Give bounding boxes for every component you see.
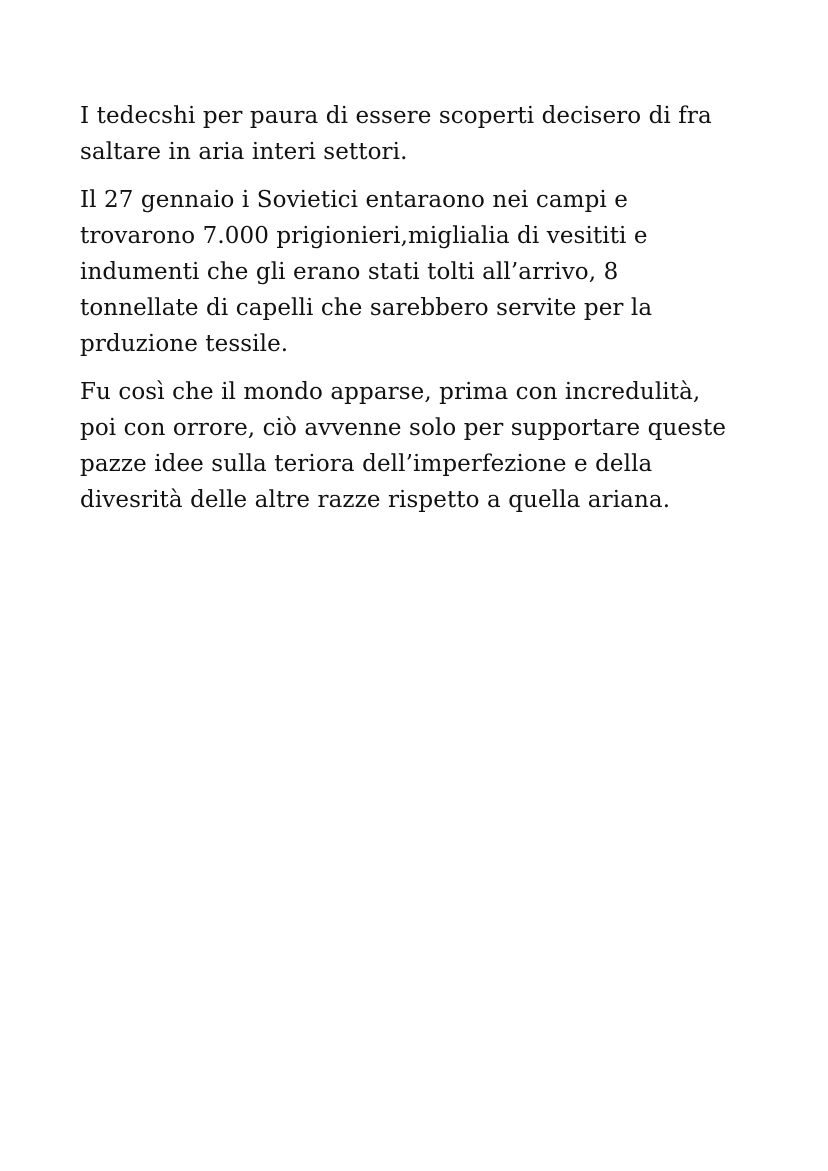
paragraph-line: prduzione tessile.	[80, 331, 289, 357]
paragraph-line: Fu così che il mondo apparse, prima con incredulità,	[80, 379, 701, 405]
paragraph-2	[80, 182, 770, 362]
paragraph-3	[80, 374, 770, 518]
paragraph-line: divesrità delle altre razze rispetto a quella ariana.	[80, 487, 671, 513]
paragraph-1	[80, 98, 770, 170]
paragraph-line: indumenti che gli erano stati tolti all’arrivo, 8	[80, 259, 619, 285]
paragraph-line: trovarono 7.000 prigionieri,miglialia di vesititi e	[80, 223, 648, 249]
paragraph-line: I tedecshi per paura di essere scoperti decisero di fra	[80, 103, 712, 129]
paragraph-line: tonnellate di capelli che sarebbero servite per la	[80, 295, 653, 321]
paragraph-line: pazze idee sulla teriora dell’imperfezione e della	[80, 451, 653, 477]
paragraph-line: saltare in aria interi settori.	[80, 139, 408, 165]
paragraph-line: Il 27 gennaio i Sovietici entaraono nei campi e	[80, 187, 628, 213]
paragraph-line: poi con orrore, ciò avvenne solo per supportare queste	[80, 415, 727, 441]
document-body	[80, 98, 770, 530]
